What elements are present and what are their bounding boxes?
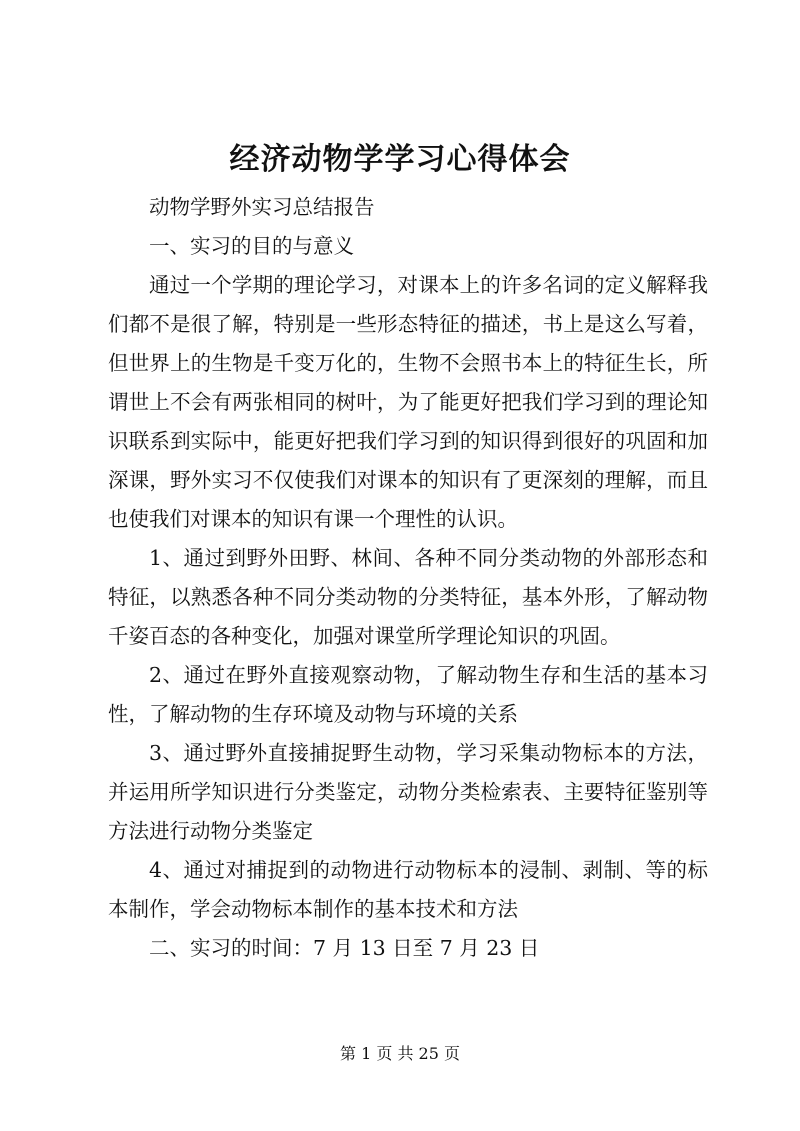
section-heading-purpose: 一、实习的目的与意义	[149, 234, 354, 258]
document-body	[108, 188, 708, 968]
page-number-footer: 第 1 页 共 25 页	[340, 1044, 460, 1063]
paragraph-intro: 通过一个学期的理论学习，对课本上的许多名词的定义解释我们都不是很了解，特别是一些形态特征的描述，书上是这么写着，但世界上的生物是千变万化的，生物不会照书本上的特征生长，所谓世上不会有两张相同的树叶，为了能更好把我们学习到的理论知识联系到实际中，能更好把我们学习到的知识得到很好的巩固和加深课，野外实习不仅使我们对课本的知识有了更深刻的理解，而且也使我们对课本的知识有课一个理性的认识。	[108, 273, 708, 531]
section-heading-time: 二、实习的时间：7 月 13 日至 7 月 23 日	[149, 936, 540, 960]
paragraph-item-1: 1、通过到野外田野、林间、各种不同分类动物的外部形态和特征，以熟悉各种不同分类动物的分类特征，基本外形，了解动物千姿百态的各种变化，加强对课堂所学理论知识的巩固。	[108, 546, 708, 648]
document-title: 经济动物学学习心得体会	[229, 142, 571, 177]
paragraph-item-3: 3、通过野外直接捕捉野生动物，学习采集动物标本的方法，并运用所学知识进行分类鉴定，动物分类检索表、主要特征鉴别等方法进行动物分类鉴定	[108, 741, 708, 843]
report-subtitle: 动物学野外实习总结报告	[149, 195, 375, 219]
paragraph-item-2: 2、通过在野外直接观察动物，了解动物生存和生活的基本习性，了解动物的生存环境及动物与环境的关系	[108, 663, 708, 726]
paragraph-item-4: 4、通过对捕捉到的动物进行动物标本的浸制、剥制、等的标本制作，学会动物标本制作的基本技术和方法	[108, 858, 708, 921]
